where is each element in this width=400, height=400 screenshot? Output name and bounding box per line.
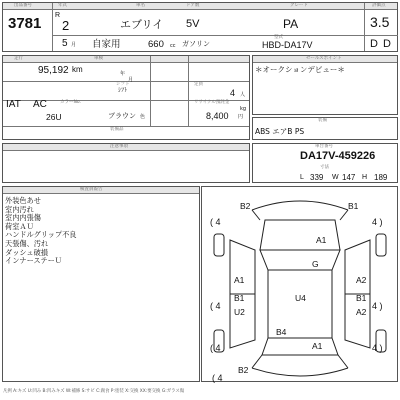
doors: 5V bbox=[186, 18, 200, 30]
lot-label: 出品番号 bbox=[14, 3, 32, 8]
mark-top-right: 4 ) bbox=[372, 217, 383, 227]
month-unit: 月 bbox=[71, 42, 77, 48]
inspector-line: ダッシュ破損 bbox=[5, 247, 48, 257]
damage-b4-rear: B4 bbox=[276, 327, 287, 337]
height: 189 bbox=[374, 173, 388, 182]
inspector-line: 天張傷、汚れ bbox=[5, 238, 49, 248]
inspection-label: 車検 bbox=[94, 56, 103, 61]
width: 147 bbox=[342, 173, 356, 182]
displacement-unit: cc bbox=[170, 43, 176, 49]
sales-point-label: セールスポイント bbox=[306, 56, 342, 61]
mileage-label: 走行 bbox=[14, 56, 23, 61]
damage-b2-rear: B2 bbox=[238, 365, 249, 375]
recycle: 8,400 bbox=[206, 111, 229, 121]
damage-a1-hood: A1 bbox=[316, 235, 327, 245]
grade: PA bbox=[283, 17, 299, 31]
inspector-line: ハンドルグリップ不良 bbox=[5, 230, 77, 240]
dimensions-label: 寸法 bbox=[320, 165, 329, 170]
aircon: AC bbox=[33, 99, 47, 110]
year-value: 2 bbox=[62, 18, 70, 33]
usage: 自家用 bbox=[92, 39, 121, 50]
sales-point-block bbox=[252, 55, 398, 115]
recycle-unit: 円 bbox=[238, 114, 244, 120]
divider bbox=[150, 56, 151, 126]
mark-bottom-center: ( 4 bbox=[212, 373, 223, 383]
length: 339 bbox=[310, 173, 324, 182]
grade-label: グレード bbox=[290, 3, 308, 8]
model-code: HBD-DA17V bbox=[262, 40, 313, 50]
color: ブラウン bbox=[108, 112, 136, 120]
damage-a1-rear: A1 bbox=[312, 341, 323, 351]
divider bbox=[364, 35, 398, 36]
damage-a2-right: A2 bbox=[356, 275, 367, 285]
car-name: エブリイ bbox=[120, 18, 164, 31]
specs-label-bar bbox=[3, 56, 249, 63]
divider bbox=[364, 3, 365, 51]
equipment-label: 装備 bbox=[318, 118, 327, 123]
seats-unit: 人 bbox=[240, 92, 246, 98]
car-name-label: 車名 bbox=[136, 3, 145, 8]
mileage-unit: km bbox=[72, 65, 83, 74]
damage-g-glass: G bbox=[312, 259, 319, 269]
inspector-line: 外装色あせ bbox=[5, 196, 41, 205]
lot-number: 3781 bbox=[8, 15, 42, 32]
mark-bottom-right: 4 ) bbox=[372, 343, 383, 353]
width-prefix: W bbox=[332, 174, 339, 181]
int-grade: D bbox=[370, 38, 378, 50]
car-map bbox=[200, 190, 400, 388]
divider bbox=[188, 56, 189, 126]
recycle-label: リサイクル預託金 bbox=[194, 100, 230, 105]
seats: 4 bbox=[230, 88, 236, 98]
height-prefix: H bbox=[362, 174, 368, 181]
mark-right: 4 ) bbox=[372, 301, 383, 311]
month-value: 5 bbox=[62, 38, 68, 49]
year-era: R bbox=[55, 12, 61, 19]
inspector-label: 検査員報告 bbox=[80, 187, 103, 192]
footer-legend: 凡例 A:キズ U:凹み B:凹みキズ W:補修 S:サビ C:腐食 P:塗装 X:交換 XX:要交換 G:ガラス傷 bbox=[3, 389, 185, 394]
seats-label: 定員 bbox=[194, 82, 203, 87]
inspection-year-unit: 年 bbox=[120, 71, 126, 77]
color-name-label: 色 bbox=[140, 114, 146, 120]
inspector-line: 荷室ＡＵ bbox=[5, 221, 34, 231]
sales-point-text: ＊オークションデビュー＊ bbox=[255, 65, 345, 74]
damage-b1-left: B1 bbox=[234, 293, 245, 303]
divider bbox=[52, 3, 53, 51]
inspector-line: 室内汚れ bbox=[5, 204, 34, 214]
year-label: 年式 bbox=[58, 3, 67, 8]
divider bbox=[3, 126, 249, 127]
damage-a2-left: A2 bbox=[356, 307, 367, 317]
chassis-number: DA17V-459226 bbox=[300, 150, 376, 162]
trans-label: シフト bbox=[116, 82, 130, 87]
damage-b1-right: B1 bbox=[356, 293, 367, 303]
mileage: 95,192 bbox=[38, 65, 69, 76]
car-outline-diagram bbox=[200, 190, 400, 388]
length-prefix: L bbox=[300, 174, 304, 181]
equipment-text: ABS エアB PS bbox=[255, 127, 305, 136]
score-label: 評価点 bbox=[372, 3, 386, 8]
color-label: カラーNo. bbox=[60, 100, 81, 105]
load-unit: kg bbox=[240, 106, 247, 112]
score: 3.5 bbox=[370, 14, 390, 30]
damage-b1-front: B1 bbox=[348, 201, 359, 211]
shift: ｼﾌﾄ bbox=[118, 87, 128, 94]
doors-label: ドア数 bbox=[186, 3, 200, 8]
divider bbox=[52, 35, 364, 36]
chassis-label: 車台番号 bbox=[315, 144, 333, 149]
fuel: ガソリン bbox=[182, 40, 210, 48]
damage-u4-roof: U4 bbox=[295, 293, 306, 303]
model-label: 型式 bbox=[274, 35, 283, 40]
transmission: IAT bbox=[6, 99, 21, 110]
color-no: 26U bbox=[46, 112, 62, 122]
damage-b2-front: B2 bbox=[240, 201, 251, 211]
mark-bottom-left: ( 4 bbox=[210, 343, 221, 353]
damage-a1-left: A1 bbox=[234, 275, 245, 285]
inspector-line: 室内内張傷 bbox=[5, 213, 41, 223]
remarks-label: 注意事項 bbox=[110, 144, 128, 149]
notes-label: 装備品 bbox=[110, 127, 124, 132]
mark-left: ( 4 bbox=[210, 301, 221, 311]
displacement: 660 bbox=[148, 39, 164, 50]
mark-top-left: ( 4 bbox=[210, 217, 221, 227]
ext-grade: D bbox=[383, 38, 391, 50]
inspector-line: インナーステーＵ bbox=[5, 256, 62, 266]
inspector-lines bbox=[5, 197, 76, 266]
damage-u2-left: U2 bbox=[234, 307, 245, 317]
inspection-month-unit: 月 bbox=[128, 77, 134, 83]
